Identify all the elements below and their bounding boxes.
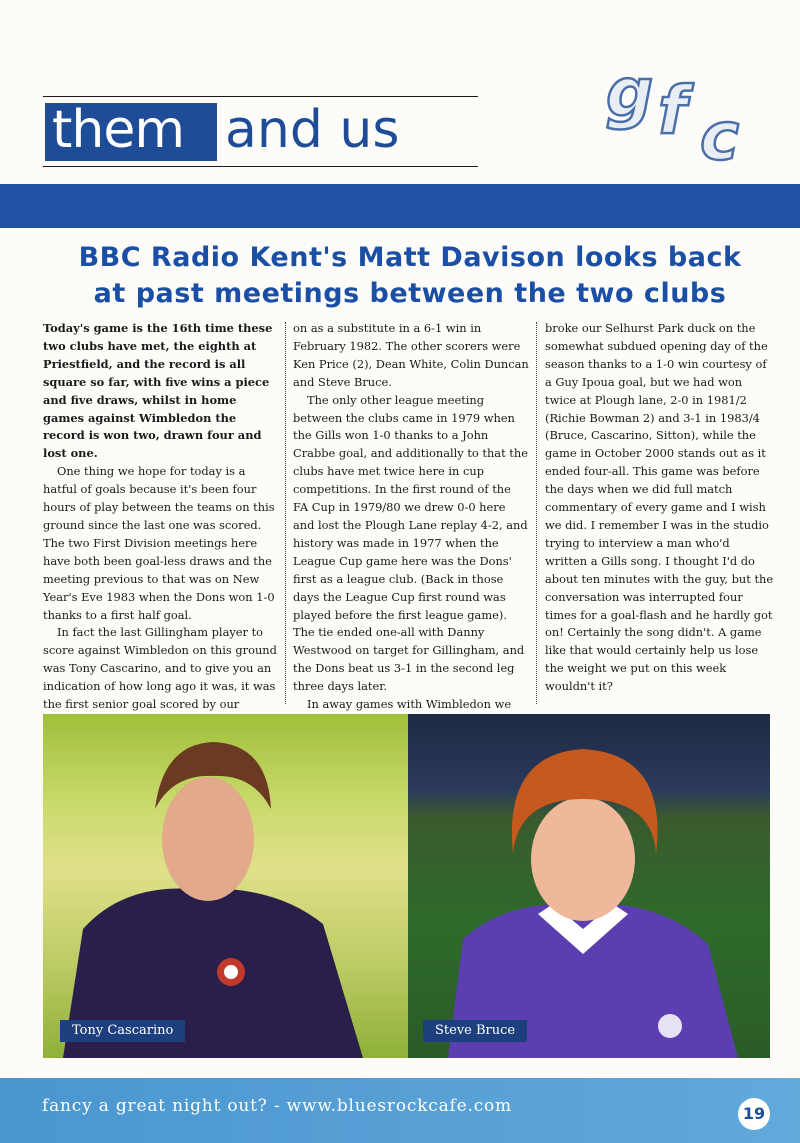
page-number: 19 — [738, 1098, 770, 1130]
svg-text:g: g — [606, 55, 648, 131]
paragraph: In fact the last Gillingham player to score against Wimbledon on this ground was Tony Cascarino, and to give you an indication of how long ago it was, it was the first senior goal scored by our — [43, 625, 277, 712]
caption-tony-cascarino: Tony Cascarino — [60, 1020, 185, 1042]
column-divider — [536, 322, 537, 704]
caption-steve-bruce: Steve Bruce — [423, 1020, 527, 1042]
photo-tony-cascarino — [43, 714, 408, 1058]
headline-line-1: BBC Radio Kent's Matt Davison looks back — [78, 242, 742, 273]
header-top-rule — [43, 96, 478, 97]
paragraph: One thing we hope for today is a hatful of goals because it's been four hours of play between the teams on this ground since the last one was scored. The two First Division meetings here have both been goal-less draws and the meeting previous to that was on New Year's Eve 1983 when the Dons won 1-0 thanks to a first half goal. — [43, 464, 275, 622]
paragraph: on as a substitute in a 6-1 win in February 1982. The other scorers were Ken Price (2), Dean White, Colin Duncan and Steve Bruce. — [293, 321, 529, 389]
article-column-2 — [293, 320, 529, 714]
svg-text:f: f — [658, 72, 687, 149]
headline-line-2: at past meetings between the two clubs — [93, 278, 727, 309]
logo-them-text: them — [52, 100, 184, 160]
header-blue-band — [0, 184, 800, 228]
article-column-1 — [43, 320, 279, 750]
club-logo — [600, 55, 790, 165]
photo-steve-bruce — [408, 714, 770, 1058]
logo-and-us-text: and us — [225, 100, 400, 160]
footer-advert-text: fancy a great night out? - www.bluesrockcafe.com — [42, 1096, 512, 1116]
article-column-3 — [545, 320, 775, 696]
header-bottom-rule — [43, 166, 478, 167]
player-portrait-illustration — [408, 714, 770, 1058]
paragraph: The only other league meeting between the clubs came in 1979 when the Gills won 1-0 thanks to a John Crabbe goal, and additionally to that the clubs have met twice here in cup competitions. In the first round of the FA Cup in 1979/80 we drew 0-0 here and lost the Plough Lane replay 4-2, and history was made in 1977 when the League Cup game here was the Dons' first as a league club. (Back in those days the League Cup first round was played before the first league game). The tie ended one-all with Danny Westwood on target for Gillingham, and the Dons beat us 3-1 in the second leg three days later. — [293, 392, 528, 694]
paragraph: In away games with Wimbledon we — [307, 697, 512, 712]
intro-paragraph: Today's game is the 16th time these two clubs have met, the eighth at Priestfield, and the record is all square so far, with five wins a piece and five draws, whilst in home games against Wimbledon the record is won two, drawn four and lost one. — [43, 321, 273, 461]
player-portrait-illustration — [43, 714, 408, 1058]
column-divider — [285, 322, 286, 704]
svg-text:c: c — [700, 98, 740, 165]
paragraph: broke our Selhurst Park duck on the somewhat subdued opening day of the season thanks to a 1-0 win courtesy of a Guy Ipoua goal, but we had won twice at Plough lane, 2-0 in 1981/2 (Richie Bowman 2) and 3-1 in 1983/4 (Bruce, Cascarino, Sitton), while the game in October 2000 stands out as it ended four-all. This game was before the days when we did full match commentary of every game and I wish we did. I remember I was in the studio trying to interview a man who'd written a Gills song. I thought I'd do about ten minutes with the guy, but the conversation was interrupted four times for a goal-flash and he hardly got on! Certainly the song didn't. A game like that would certainly help us lose the weight we put on this week wouldn't it? — [545, 321, 774, 694]
article-headline — [30, 240, 790, 312]
